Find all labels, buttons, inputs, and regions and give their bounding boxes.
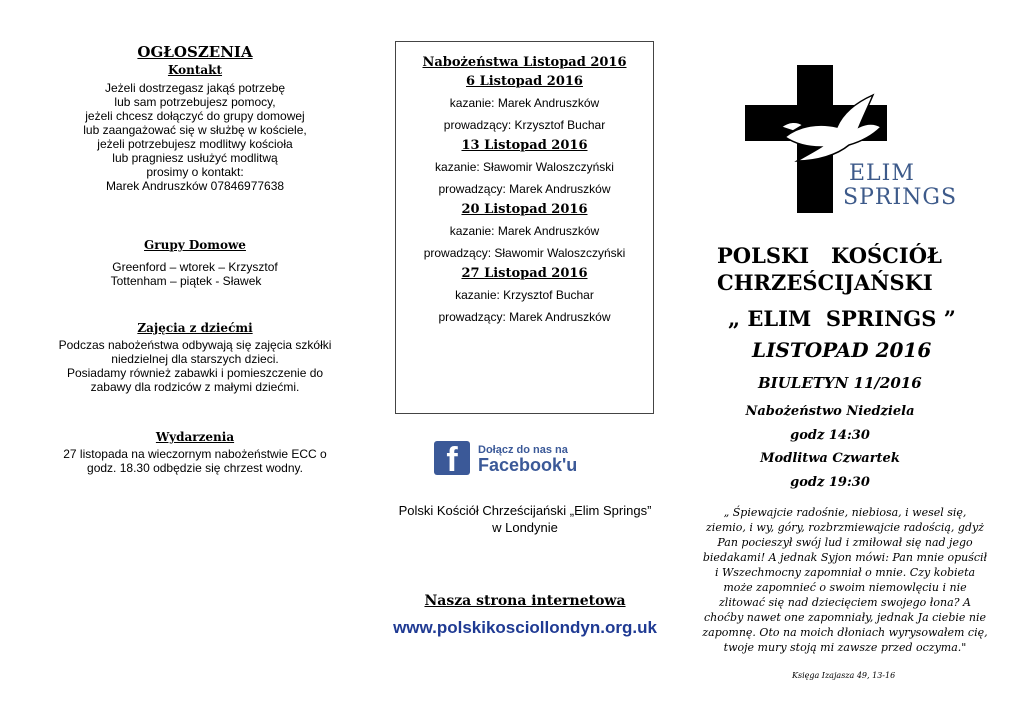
events-line: godz. 18.30 odbędzie się chrzest wodny.	[87, 461, 303, 475]
service-leader: prowadzący: Marek Andruszków	[438, 182, 611, 196]
service-date: 27 Listopad 2016	[461, 266, 588, 281]
service-times	[740, 400, 920, 494]
services-title: Nabożeństwa Listopad 2016	[422, 55, 627, 70]
contact-line: jeżeli chcesz dołączyć do grupy domowej	[85, 109, 305, 123]
title-line-2: CHRZEŚCIJAŃSKI	[717, 270, 933, 295]
church-name: Polski Kościół Chrześcijański „Elim Springs”	[398, 503, 652, 518]
kids-title: Zajęcia z dziećmi	[137, 321, 253, 335]
logo-springs-text: SPRINGS	[843, 185, 958, 210]
service-date: 13 Listopad 2016	[461, 138, 588, 153]
church-name-block	[365, 502, 685, 536]
facebook-badge[interactable]	[434, 440, 606, 476]
service-entry	[396, 266, 653, 324]
contact-line: prosimy o kontakt:	[146, 165, 244, 179]
website-title: Nasza strona internetowa	[424, 593, 626, 609]
events-line: 27 listopada na wieczornym nabożeństwie ECC o	[63, 447, 327, 461]
kids-section	[40, 321, 350, 394]
service-date: 20 Listopad 2016	[461, 202, 588, 217]
contact-line: jeżeli potrzebujesz modlitwy kościoła	[97, 137, 293, 151]
church-location: w Londynie	[492, 520, 558, 535]
announcements-heading: OGŁOSZENIA	[137, 43, 253, 61]
scripture-reference: Księga Izajasza 49, 13-16	[792, 671, 896, 680]
service-entry	[396, 138, 653, 196]
services-box	[395, 41, 654, 414]
service-leader: prowadzący: Krzysztof Buchar	[443, 118, 606, 132]
events-text	[40, 447, 350, 475]
kids-line: zabawy dla rodziców z małymi dziećmi.	[90, 380, 300, 394]
contact-line: Jeżeli dostrzegasz jakąś potrzebę	[104, 81, 286, 95]
sunday-service-label: Nabożeństwo Niedziela	[745, 404, 915, 419]
thursday-prayer-label: Modlitwa Czwartek	[760, 451, 900, 466]
website-link[interactable]: www.polskikosciollondyn.org.uk	[393, 618, 657, 637]
contact-title: Kontakt	[167, 63, 223, 77]
contact-phone: Marek Andruszków 07846977638	[105, 179, 285, 193]
kids-text	[40, 338, 350, 394]
service-leader: prowadzący: Sławomir Waloszczyński	[423, 246, 626, 260]
home-groups-section	[40, 238, 350, 288]
facebook-icon: f	[434, 441, 470, 475]
service-leader: prowadzący: Marek Andruszków	[438, 310, 611, 324]
service-date: 6 Listopad 2016	[466, 74, 583, 89]
kids-line: niedzielnej dla starszych dzieci.	[111, 352, 279, 366]
title-line-1: POLSKI KOŚCIÓŁ	[717, 243, 942, 268]
service-entry	[396, 202, 653, 260]
scripture-quote: „ Śpiewajcie radośnie, niebiosa, i wesel się, ziemio, i wy, góry, rozbrzmiewajcie radością, gdyż Pan pocieszył swój lud i zmiłował się nad jego biedakami! A jednak Syjon mówi: Pan mnie opuścił i Wszechmocny zapomniał o mnie. Czy kobieta może zapomnieć o swoim niemowlęciu i nie zlitować się nad dziecięciem swojego łona? A choćby nawet one zapomniały, jednak Ja ciebie nie zapomnę. Oto na moich dłoniach wyrysowałem cię, twoje mury stoją mi zawsze przed oczyma."	[702, 506, 988, 654]
service-entry	[396, 74, 653, 132]
home-groups-list	[40, 260, 350, 288]
home-groups-title: Grupy Domowe	[144, 238, 246, 252]
bulletin-month: LISTOPAD 2016	[752, 338, 932, 362]
home-group-line: Greenford – wtorek – Krzysztof	[112, 260, 278, 274]
thursday-prayer-time: godz 19:30	[790, 474, 870, 490]
contact-line: lub sam potrzebujesz pomocy,	[114, 95, 276, 109]
service-sermon: kazanie: Krzysztof Buchar	[455, 288, 594, 302]
contact-line: lub zaangażować się w służbę w kościele,	[83, 123, 307, 137]
kids-line: Podczas nabożeństwa odbywają się zajęcia szkółki	[58, 338, 332, 352]
elim-springs-logo	[745, 65, 965, 215]
service-sermon: kazanie: Sławomir Waloszczyński	[435, 160, 614, 174]
facebook-badge-text	[478, 443, 577, 473]
kids-line: Posiadamy również zabawki i pomieszczenie do	[66, 366, 324, 380]
logo-elim-text: ELIM	[849, 161, 915, 186]
contact-text	[40, 81, 350, 193]
sunday-service-time: godz 14:30	[790, 427, 870, 443]
home-group-line: Tottenham – piątek - Sławek	[110, 274, 262, 288]
announcements-section	[40, 43, 350, 193]
service-sermon: kazanie: Marek Andruszków	[449, 96, 600, 110]
contact-line: lub pragniesz usłużyć modlitwą	[112, 151, 278, 165]
events-section	[40, 430, 350, 475]
title-line-3: „ ELIM SPRINGS ”	[728, 306, 956, 331]
events-title: Wydarzenia	[155, 430, 235, 444]
facebook-join-text: Dołącz do nas na	[478, 444, 568, 456]
facebook-label: Facebook'u	[478, 455, 578, 475]
bulletin-number: BIULETYN 11/2016	[758, 374, 922, 392]
service-sermon: kazanie: Marek Andruszków	[449, 224, 600, 238]
